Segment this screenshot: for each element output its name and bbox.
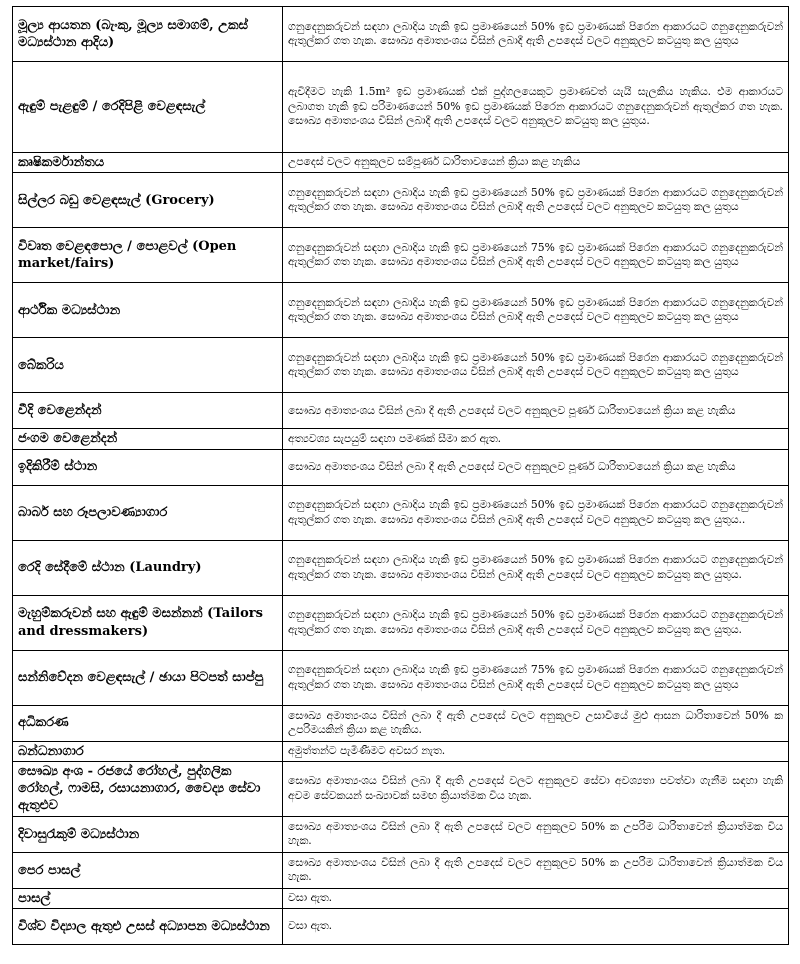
category-cell: බන්ධනාගාර bbox=[13, 741, 283, 761]
table-row bbox=[13, 540, 789, 595]
guidelines-table-body bbox=[13, 7, 789, 945]
category-cell: විශ්ව විද්‍යාල ඇතුළු උසස් අධ්‍යාපන මධ්‍යස්ථාන bbox=[13, 909, 283, 945]
table-row bbox=[13, 761, 789, 816]
table-row bbox=[13, 7, 789, 62]
table-row bbox=[13, 888, 789, 908]
guideline-cell: වසා ඇත. bbox=[283, 909, 789, 945]
guideline-cell: ගනුදෙනුකරුවන් සඳහා ලබාදිය හැකි ඉඩ ප්‍රමාණයෙන් 50% ඉඩ ප්‍රමාණයක් පිරෙන ආකාරයට ගනුදෙනුකරුවන් ඇතුල්කර ගත හැක. සෞඛ්‍ය අමාත්‍යංශය විසින් ලබාදී ඇති උපදෙස් වලට අනුකූලව කටයුතු කල යුතුය bbox=[283, 283, 789, 338]
category-cell: බේකරිය bbox=[13, 338, 283, 393]
table-row bbox=[13, 393, 789, 429]
category-cell: මැහුම්කරුවන් සහ ඇඳුම් මසන්නන් (Tailors and dressmakers) bbox=[13, 595, 283, 650]
table-row bbox=[13, 485, 789, 540]
table-row bbox=[13, 173, 789, 228]
guidelines-table bbox=[12, 6, 789, 945]
guideline-cell: සෞඛ්‍ය අමාත්‍යංශය විසින් ලබා දී ඇති උපදෙස් වලට අනුකූලව සේවා අවශ්‍යතා පවත්වා ගැනීම සඳහා හැකි අවම සේවකයන් සංඛ්‍යාවක් සමඟ ක්‍රියාත්මක විය හැක. bbox=[283, 761, 789, 816]
table-row bbox=[13, 650, 789, 705]
category-cell: කෘෂිකර්මාන්තය bbox=[13, 153, 283, 173]
guideline-cell: සෞඛ්‍ය අමාත්‍යංශය විසින් ලබා දී ඇති උපදෙස් වලට අනුකූලව උසාවියේ මුළු ආසන ධාරිතාවෙන් 50% ක උපරිමයකින් ක්‍රියා කළ හැකිය. bbox=[283, 705, 789, 741]
category-cell: බාබර් සහ රූපලාවණ්‍යාගාර bbox=[13, 485, 283, 540]
category-cell: සිල්ලර බඩු වෙළඳසැල් (Grocery) bbox=[13, 173, 283, 228]
table-row bbox=[13, 705, 789, 741]
table-row bbox=[13, 741, 789, 761]
guideline-cell: අමුත්තන්ට පැමිණීමට අවසර නැත. bbox=[283, 741, 789, 761]
guideline-cell: ගනුදෙනුකරුවන් සඳහා ලබාදිය හැකි ඉඩ ප්‍රමාණයෙන් 75% ඉඩ ප්‍රමාණයක් පිරෙන ආකාරයට ගනුදෙනුකරුවන් ඇතුල්කර ගත හැක. සෞඛ්‍ය අමාත්‍යංශය විසින් ලබාදී ඇති උපදෙස් වලට අනුකූලව කටයුතු කල යුතුය bbox=[283, 228, 789, 283]
guideline-cell: ඇවිදීමට හැකි 1.5m² ඉඩ ප්‍රමාණයක් එක් පුද්ගලයෙකුට ප්‍රමාණවත් යැයි සැලකිය හැකිය. එම ආකාරයට ලබාගත හැකි ඉඩ පරිමාණයෙන් 50% ඉඩ ප්‍රමාණයක් පිරෙන ආකාරයට ගනුදෙනුකරුවන් ඇතුල්කර ගත හැක. සෞඛ්‍ය අමාත්‍යංශය විසින් ලබාදී ඇති උපදෙස් වලට අනුකූලව කටයුතු කල යුතුය. bbox=[283, 62, 789, 153]
guideline-cell: ගනුදෙනුකරුවන් සඳහා ලබාදිය හැකි ඉඩ ප්‍රමාණයෙන් 75% ඉඩ ප්‍රමාණයක් පිරෙන ආකාරයට ගනුදෙනුකරුවන් ඇතුල්කර ගත හැක. සෞඛ්‍ය අමාත්‍යංශය විසින් ලබාදී ඇති උපදෙස් වලට අනුකූලව කටයුතු කල යුතුය bbox=[283, 650, 789, 705]
guideline-cell: ගනුදෙනුකරුවන් සඳහා ලබාදිය හැකි ඉඩ ප්‍රමාණයෙන් 50% ඉඩ ප්‍රමාණයක් පිරෙන ආකාරයට ගනුදෙනුකරුවන් ඇතුල්කර ගත හැක. සෞඛ්‍ය අමාත්‍යංශය විසින් ලබාදී ඇති උපදෙස් වලට අනුකූලව කටයුතු කල යුතුය. bbox=[283, 595, 789, 650]
guideline-cell: අත්‍යවශ්‍ය සැපයුම් සඳහා පමණක් සීමා කර ඇත. bbox=[283, 429, 789, 449]
category-cell: සන්නිවේදන වෙළඳසැල් / ඡායා පිටපත් සාප්පු bbox=[13, 650, 283, 705]
table-row bbox=[13, 429, 789, 449]
table-row bbox=[13, 816, 789, 852]
guideline-cell: සෞඛ්‍ය අමාත්‍යංශය විසින් ලබා දී ඇති උපදෙස් වලට අනුකූලව පූර්ණ ධාරිතාවයෙන් ක්‍රියා කළ හැකිය bbox=[283, 393, 789, 429]
category-cell: පෙර පාසල් bbox=[13, 852, 283, 888]
table-row bbox=[13, 909, 789, 945]
category-cell: සෞඛ්‍ය අංශ - රජයේ රෝහල්, පුද්ගලික රෝහල්, ෆාමසි, රසායනාගාර, වෛද්‍ය සේවා ඇතුළුව bbox=[13, 761, 283, 816]
category-cell: ජංගම වෙළෙන්දන් bbox=[13, 429, 283, 449]
guideline-cell: උපදෙස් වලට අනුකූලව සම්පූර්ණ ධාරිතාවයෙන් ක්‍රියා කළ හැකිය bbox=[283, 153, 789, 173]
guideline-cell: ගනුදෙනුකරුවන් සඳහා ලබාදිය හැකි ඉඩ ප්‍රමාණයෙන් 50% ඉඩ ප්‍රමාණයක් පිරෙන ආකාරයට ගනුදෙනුකරුවන් ඇතුල්කර ගත හැක. සෞඛ්‍ය අමාත්‍යංශය විසින් ලබාදී ඇති උපදෙස් වලට අනුකූලව කටයුතු කල යුතුය bbox=[283, 173, 789, 228]
category-cell: ඇඳුම් පැළඳුම් / රෙදිපිළි වෙළඳසැල් bbox=[13, 62, 283, 153]
table-row bbox=[13, 852, 789, 888]
guideline-cell: සෞඛ්‍ය අමාත්‍යංශය විසින් ලබා දී ඇති උපදෙස් වලට අනුකූලව 50% ක උපරිම ධාරිතාවෙන් ක්‍රියාත්මක විය හැක. bbox=[283, 816, 789, 852]
table-row bbox=[13, 62, 789, 153]
guideline-cell: ගනුදෙනුකරුවන් සඳහා ලබාදිය හැකි ඉඩ ප්‍රමාණයෙන් 50% ඉඩ ප්‍රමාණයක් පිරෙන ආකාරයට ගනුදෙනුකරුවන් ඇතුල්කර ගත හැක. සෞඛ්‍ය අමාත්‍යංශය විසින් ලබාදී ඇති උපදෙස් වලට අනුකූලව කටයුතු කල යුතුය bbox=[283, 338, 789, 393]
category-cell: ආර්ථික මධ්‍යස්ථාන bbox=[13, 283, 283, 338]
table-row bbox=[13, 153, 789, 173]
category-cell: දිවාසුරැකුම් මධ්‍යස්ථාන bbox=[13, 816, 283, 852]
guideline-cell: සෞඛ්‍ය අමාත්‍යංශය විසින් ලබා දී ඇති උපදෙස් වලට අනුකූලව පූර්ණ ධාරිතාවයෙන් ක්‍රියා කළ හැකිය bbox=[283, 449, 789, 485]
table-row bbox=[13, 595, 789, 650]
category-cell: මූල්‍ය ආයතන (බැංකු, මූල්‍ය සමාගම්, උකස් මධ්‍යස්ථාන ආදිය) bbox=[13, 7, 283, 62]
category-cell: විවෘත වෙළඳපොල / පොළවල් (Open market/fairs) bbox=[13, 228, 283, 283]
category-cell: වීදි වෙළෙන්දන් bbox=[13, 393, 283, 429]
category-cell: අධිකරණ bbox=[13, 705, 283, 741]
category-cell: පාසල් bbox=[13, 888, 283, 908]
guideline-cell: වසා ඇත. bbox=[283, 888, 789, 908]
guideline-cell: ගනුදෙනුකරුවන් සඳහා ලබාදිය හැකි ඉඩ ප්‍රමාණයෙන් 50% ඉඩ ප්‍රමාණයක් පිරෙන ආකාරයට ගනුදෙනුකරුවන් ඇතුල්කර ගත හැක. සෞඛ්‍ය අමාත්‍යංශය විසින් ලබාදී ඇති උපදෙස් වලට අනුකූලව කටයුතු කල යුතුය.. bbox=[283, 485, 789, 540]
table-row bbox=[13, 449, 789, 485]
table-row bbox=[13, 283, 789, 338]
guideline-cell: ගනුදෙනුකරුවන් සඳහා ලබාදිය හැකි ඉඩ ප්‍රමාණයෙන් 50% ඉඩ ප්‍රමාණයක් පිරෙන ආකාරයට ගනුදෙනුකරුවන් ඇතුල්කර ගත හැක. සෞඛ්‍ය අමාත්‍යංශය විසින් ලබාදී ඇති උපදෙස් වලට අනුකූලව කටයුතු කල යුතුය. bbox=[283, 540, 789, 595]
category-cell: රෙදි සේදීමේ ස්ථාන (Laundry) bbox=[13, 540, 283, 595]
guideline-cell: ගනුදෙනුකරුවන් සඳහා ලබාදිය හැකි ඉඩ ප්‍රමාණයෙන් 50% ඉඩ ප්‍රමාණයක් පිරෙන ආකාරයට ගනුදෙනුකරුවන් ඇතුල්කර ගත හැක. සෞඛ්‍ය අමාත්‍යංශය විසින් ලබාදී ඇති උපදෙස් වලට අනුකූලව කටයුතු කල යුතුය bbox=[283, 7, 789, 62]
table-row bbox=[13, 338, 789, 393]
table-row bbox=[13, 228, 789, 283]
category-cell: ඉදිකිරීම් ස්ථාන bbox=[13, 449, 283, 485]
guideline-cell: සෞඛ්‍ය අමාත්‍යංශය විසින් ලබා දී ඇති උපදෙස් වලට අනුකූලව 50% ක උපරිම ධාරිතාවෙන් ක්‍රියාත්මක විය හැක. bbox=[283, 852, 789, 888]
